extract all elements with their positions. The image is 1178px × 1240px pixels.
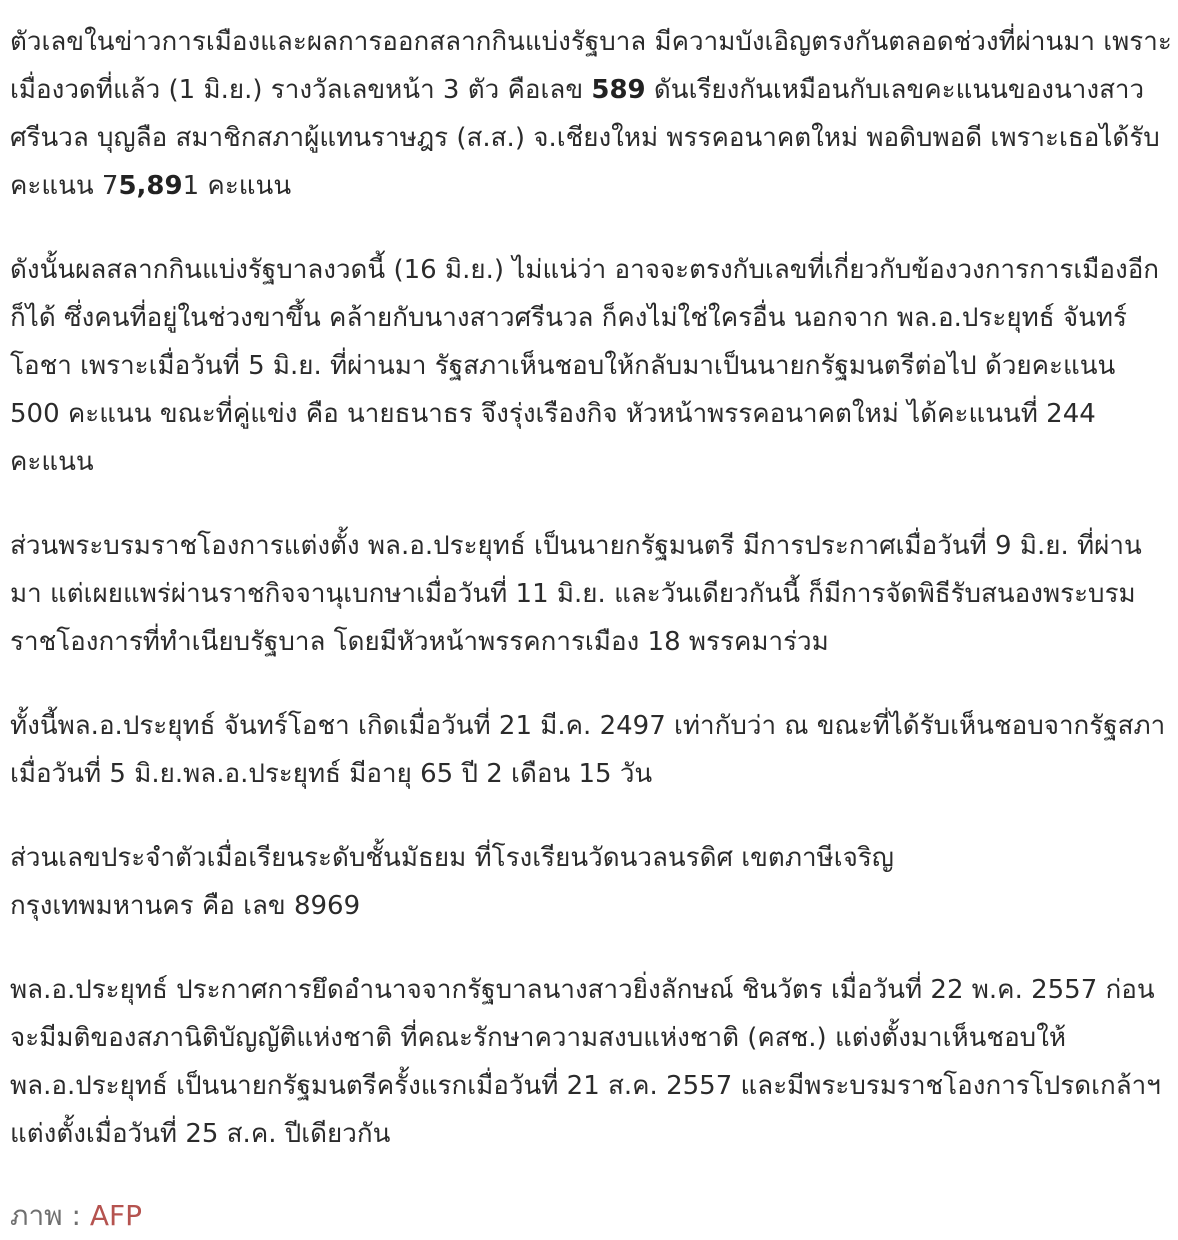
- paragraph-coup-history: พล.อ.ประยุทธ์ ประกาศการยึดอำนาจจากรัฐบาลนางสาวยิ่งลักษณ์ ชินวัตร เมื่อวันที่ 22 พ.ค. 2557 ก่อนจะมีมติของสภานิติบัญญัติแห่งชาติ ที่คณะรักษาความสงบแห่งชาติ (คสช.) แต่งตั้งมาเห็นชอบให้ พล.อ.ประยุทธ์ เป็นนายกรัฐมนตรีครั้งแรกเมื่อวันที่ 21 ส.ค. 2557 และมีพระบรมราชโองการโปรดเกล้าฯ แต่งตั้งเมื่อวันที่ 25 ส.ค. ปีเดียวกัน: [10, 975, 1161, 1149]
- paragraph-birthdate: ทั้งนี้พล.อ.ประยุทธ์ จันทร์โอชา เกิดเมื่อวันที่ 21 มี.ค. 2497 เท่ากับว่า ณ ขณะที่ได้รับเห็นชอบจากรัฐสภาเมื่อวันที่ 5 มิ.ย.พล.อ.ประยุทธ์ มีอายุ 65 ปี 2 เดือน 15 วัน: [10, 711, 1166, 789]
- paragraph-royal-command: ส่วนพระบรมราชโองการแต่งตั้ง พล.อ.ประยุทธ์ เป็นนายกรัฐมนตรี มีการประกาศเมื่อวันที่ 9 มิ.ย. ที่ผ่านมา แต่เผยแพร่ผ่านราชกิจจานุเบกษาเมื่อวันที่ 11 มิ.ย. และวันเดียวกันนี้ ก็มีการจัดพิธีรับสนองพระบรมราชโองการที่ทำเนียบรัฐบาล โดยมีหัวหน้าพรรคการเมือง 18 พรรคมาร่วม: [10, 531, 1142, 657]
- photo-credit-source-link[interactable]: AFP: [89, 1199, 143, 1232]
- paragraph-line: กรุงเทพมหานคร คือ เลข 8969: [10, 891, 361, 921]
- photo-credit: [10, 1192, 1172, 1240]
- paragraph-student-id: [10, 834, 1172, 930]
- article-body: [10, 18, 1172, 1240]
- paragraph-next-draw: ดังนั้นผลสลากกินแบ่งรัฐบาลงวดนี้ (16 มิ.ย.) ไม่แน่ว่า อาจจะตรงกับเลขที่เกี่ยวกับข้องวงการการเมืองอีกก็ได้ ซึ่งคนที่อยู่ในช่วงขาขึ้น คล้ายกับนางสาวศรีนวล ก็คงไม่ใช่ใครอื่น นอกจาก พล.อ.ประยุทธ์ จันทร์โอชา เพราะเมื่อวันที่ 5 มิ.ย. ที่ผ่านมา รัฐสภาเห็นชอบให้กลับมาเป็นนายกรัฐมนตรีต่อไป ด้วยคะแนน 500 คะแนน ขณะที่คู่แข่ง คือ นายธนาธร จึงรุ่งเรืองกิจ หัวหน้าพรรคอนาคตใหม่ ได้คะแนนที่ 244 คะแนน: [10, 255, 1160, 477]
- paragraph-line: ส่วนเลขประจำตัวเมื่อเรียนระดับชั้นมัธยม ที่โรงเรียนวัดนวลนรดิศ เขตภาษีเจริญ: [10, 843, 894, 873]
- photo-credit-label: ภาพ :: [10, 1199, 90, 1232]
- paragraph-text: ตัวเลขในข่าวการเมืองและผลการออกสลากกินแบ่งรัฐบาล มีความบังเอิญตรงกันตลอดช่วงที่ผ่านมา เพราะเมื่องวดที่แล้ว (1 มิ.ย.) รางวัลเลขหน้า 3 ตัว คือเลข: [10, 27, 1172, 105]
- highlight-number: 5,89: [118, 171, 183, 201]
- paragraph-lottery-589: [10, 18, 1172, 210]
- highlight-number: 589: [591, 75, 646, 105]
- paragraph-text: ดันเรียงกันเหมือนกับเลขคะแนนของนางสาวศรีนวล บุญลือ สมาชิกสภาผู้แทนราษฎร (ส.ส.) จ.เชียงใหม่ พรรคอนาคตใหม่ พอดิบพอดี เพราะเธอได้รับคะแนน 7: [10, 75, 1160, 201]
- paragraph-text: 1 คะแนน: [182, 171, 292, 201]
